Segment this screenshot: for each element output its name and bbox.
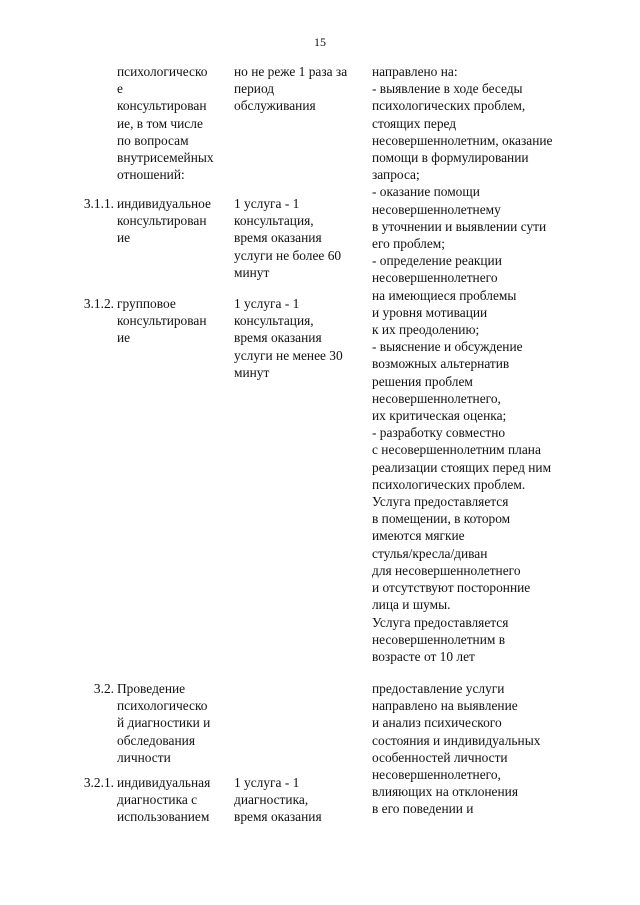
service-volume-line: но не реже 1 раза за	[234, 64, 348, 79]
service-name-line: индивидуальная	[117, 775, 211, 790]
service-volume-line: 1 услуга - 1	[234, 775, 300, 790]
service-description-line: стулья/кресла/диван	[372, 545, 488, 561]
service-description-line: состояния и индивидуальных	[372, 732, 541, 748]
service-description-line: направлено на:	[372, 64, 458, 79]
service-description-line: психологических проблем.	[372, 476, 526, 492]
service-description-line: направлено на выявление	[372, 698, 518, 714]
service-name-line: групповое	[117, 296, 176, 311]
service-volume	[234, 295, 368, 381]
service-volume	[234, 63, 368, 115]
page-number: 15	[314, 35, 326, 49]
service-description-line: в уточнении и выявлении сути	[372, 218, 547, 234]
service-name-line: по вопросам	[117, 132, 189, 148]
service-description-line: несовершеннолетнего,	[372, 390, 501, 406]
service-description-line: предоставление услуги	[372, 681, 505, 696]
service-volume-line: консультация,	[234, 313, 314, 329]
service-volume-line: обслуживания	[234, 98, 316, 114]
service-description-line: запроса;	[372, 167, 420, 183]
service-description-line: влияющих на отклонения	[372, 784, 518, 800]
service-description-line: имеются мягкие	[372, 528, 465, 544]
service-volume-line: минут	[234, 364, 270, 380]
service-description-line: в его поведении и	[372, 801, 474, 817]
service-name-line: внутрисемейных	[117, 150, 214, 166]
service-description-line: и отсутствуют посторонние	[372, 580, 531, 596]
service-description-line: лица и шумы.	[372, 597, 451, 613]
service-description-line: стоящих перед	[372, 115, 457, 131]
service-description-line: помощи в формулировании	[372, 150, 529, 166]
service-description-line: - разработку совместно	[372, 425, 506, 441]
service-description	[372, 63, 582, 665]
service-name-line: й диагностики и	[117, 715, 211, 731]
service-description	[372, 680, 582, 818]
service-description-line: несовершеннолетнему	[372, 201, 501, 217]
row-number: 3.2.	[93, 681, 114, 696]
service-description-line: несовершеннолетним, оказание	[372, 132, 553, 148]
service-description-line: - выявление в ходе беседы	[372, 81, 523, 97]
service-name-line: диагностика с	[117, 792, 198, 808]
service-volume-line: время оказания	[234, 230, 322, 246]
service-name	[117, 774, 229, 826]
service-description-line: в помещении, в котором	[372, 511, 511, 527]
service-name-line: Проведение	[117, 681, 186, 696]
service-volume-line: диагностика,	[234, 792, 309, 808]
service-name-line: консультирован	[117, 213, 207, 229]
service-volume-line: время оказания	[234, 330, 322, 346]
service-name-line: ие, в том числе	[117, 115, 203, 131]
service-description-line: психологических проблем,	[372, 98, 526, 114]
service-description-line: с несовершеннолетним плана	[372, 442, 541, 458]
service-description-line: особенностей личности	[372, 749, 508, 765]
service-description-line: для несовершеннолетнего	[372, 562, 521, 578]
service-description-line: на имеющиеся проблемы	[372, 287, 517, 303]
service-description-line: реализации стоящих перед ним	[372, 459, 552, 475]
service-description-line: - оказание помощи	[372, 184, 480, 200]
service-volume-line: минут	[234, 264, 270, 280]
service-description-line: к их преодолению;	[372, 322, 480, 338]
row-number: 3.2.1.	[83, 775, 114, 790]
service-description-line: несовершеннолетнего	[372, 270, 498, 286]
service-volume-line: консультация,	[234, 213, 314, 229]
service-name	[117, 63, 229, 183]
service-description-line: и анализ психического	[372, 715, 502, 731]
service-description-line: возрасте от 10 лет	[372, 648, 475, 664]
service-name-line: е	[117, 81, 123, 97]
service-description-line: их критическая оценка;	[372, 408, 507, 424]
service-description-line: Услуга предоставляется	[372, 614, 509, 630]
service-volume-line: 1 услуга - 1	[234, 196, 300, 211]
service-description-line: - определение реакции	[372, 253, 502, 269]
service-description-line: возможных альтернатив	[372, 356, 510, 372]
service-name-line: личности	[117, 749, 171, 765]
service-description-line: несовершеннолетнего,	[372, 767, 501, 783]
service-name-line: консультирован	[117, 313, 207, 329]
service-volume	[234, 195, 368, 281]
service-description-line: и уровня мотивации	[372, 304, 488, 320]
service-name-line: консультирован	[117, 98, 207, 114]
row-number: 3.1.2.	[83, 296, 114, 311]
service-description-line: Услуга предоставляется	[372, 494, 509, 510]
service-name-line: ие	[117, 330, 131, 346]
service-description-line: - выяснение и обсуждение	[372, 339, 523, 355]
service-name	[117, 195, 229, 247]
service-name	[117, 295, 229, 347]
service-volume-line: услуги не менее 30	[234, 347, 343, 363]
service-name-line: обследования	[117, 732, 195, 748]
service-description-line: решения проблем	[372, 373, 473, 389]
service-volume-line: время оказания	[234, 809, 322, 825]
service-name-line: индивидуальное	[117, 196, 211, 211]
row-number: 3.1.1.	[83, 196, 114, 211]
service-name-line: использованием	[117, 809, 210, 825]
service-volume-line: 1 услуга - 1	[234, 296, 300, 311]
service-volume-line: услуги не более 60	[234, 247, 342, 263]
service-description-line: несовершеннолетним в	[372, 631, 506, 647]
service-volume-line: период	[234, 81, 275, 97]
service-name	[117, 680, 229, 766]
service-name-line: отношений:	[117, 167, 185, 183]
service-name-line: ие	[117, 230, 131, 246]
service-name-line: психологическо	[117, 698, 208, 714]
service-name-line: психологическо	[117, 64, 208, 79]
service-volume	[234, 774, 368, 826]
service-description-line: его проблем;	[372, 236, 446, 252]
